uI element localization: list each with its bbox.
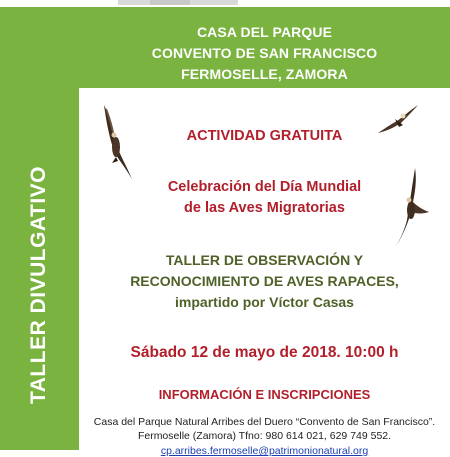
workshop-line-3: impartido por Víctor Casas xyxy=(175,294,354,310)
event-title-line-1: Celebración del Día Mundial xyxy=(167,179,362,195)
info-phone: Fermoselle (Zamora) Tfno: 980 614 021, 629 749 552. xyxy=(137,429,392,442)
header-banner xyxy=(79,7,450,88)
sidebar xyxy=(0,7,79,450)
top-decoration-accent xyxy=(150,0,190,5)
header-line-1: CASA DEL PARQUE xyxy=(196,24,333,40)
workshop-line-1: TALLER DE OBSERVACIÓN Y xyxy=(165,252,364,268)
activity-headline: ACTIVIDAD GRATUITA xyxy=(186,128,343,144)
sidebar-title: TALLER DIVULGATIVO xyxy=(27,165,50,405)
top-strip xyxy=(0,0,450,7)
workshop-description xyxy=(79,250,450,313)
info-details xyxy=(79,416,450,443)
info-address: Casa del Parque Natural Arribes del Duero “Convento de San Francisco”. xyxy=(93,416,436,428)
header-line-2: CONVENTO DE SAN FRANCISCO xyxy=(151,45,378,61)
event-title xyxy=(79,177,450,219)
info-heading: INFORMACIÓN E INSCRIPCIONES xyxy=(158,387,371,402)
header-line-3: FERMOSELLE, ZAMORA xyxy=(181,66,348,82)
info-email-link[interactable]: cp.arribes.fermoselle@patrimonionatural.org xyxy=(160,445,369,457)
event-title-line-2: de las Aves Migratorias xyxy=(184,200,345,216)
workshop-line-2: RECONOCIMIENTO DE AVES RAPACES, xyxy=(130,273,399,289)
event-date: Sábado 12 de mayo de 2018. 10:00 h xyxy=(130,344,399,361)
